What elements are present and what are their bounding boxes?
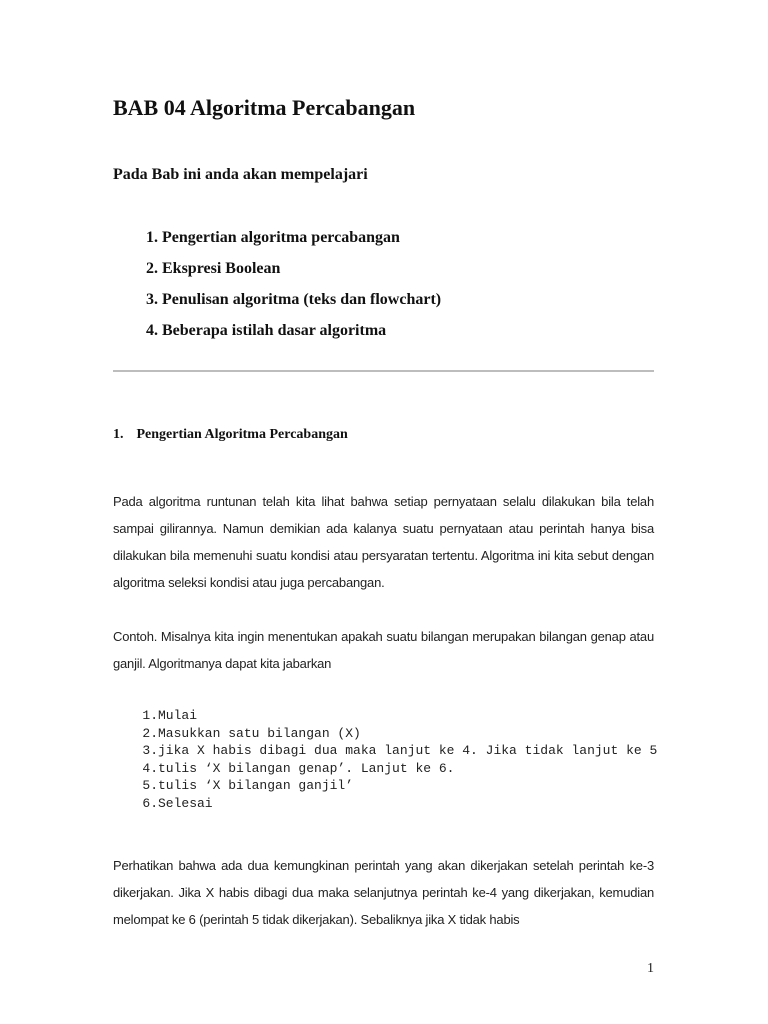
paragraph-intro: Pada algoritma runtunan telah kita lihat bahwa setiap pernyataan selalu dilakukan bila telah sampai gilirannya. Namun demikian ada kalanya suatu pernyataan atau perintah hanya bisa dilakukan bila memenuhi suatu kondisi atau persyaratan tertentu. Algoritma ini kita sebut dengan algoritma seleksi kondisi atau juga percabangan.: [113, 494, 654, 590]
step-number: 6.: [142, 795, 158, 811]
chapter-title: BAB 04 Algoritma Percabangan: [113, 95, 416, 120]
list-item: [113, 288, 673, 319]
list-item: [113, 707, 658, 725]
list-item-number: 2.: [146, 260, 158, 277]
page-number: 1: [647, 961, 654, 976]
list-item-text: Beberapa istilah dasar algoritma: [162, 322, 387, 339]
section-divider: [113, 370, 654, 372]
step-text: jika X habis dibagi dua maka lanjut ke 4. Jika tidak lanjut ke 5: [158, 743, 658, 758]
step-text: tulis ‘X bilangan ganjil’: [158, 778, 354, 793]
list-item-text: Penulisan algoritma (teks dan flowchart): [162, 291, 442, 308]
algorithm-steps-list: [113, 707, 658, 812]
step-number: 2.: [142, 725, 158, 741]
step-number: 4.: [142, 760, 158, 776]
step-number: 3.: [142, 743, 158, 758]
chapter-intro: Pada Bab ini anda akan mempelajari: [113, 166, 368, 183]
list-item: [113, 257, 673, 288]
list-item: [113, 742, 658, 760]
list-item: [113, 725, 658, 743]
step-number: 1.: [142, 708, 158, 723]
step-text: tulis ‘X bilangan genap’. Lanjut ke 6.: [158, 760, 455, 776]
list-item-text: Ekspresi Boolean: [162, 260, 281, 277]
list-item-text: Pengertian algoritma percabangan: [162, 229, 400, 246]
section-heading: [113, 425, 348, 445]
step-text: Masukkan satu bilangan (X): [158, 725, 361, 741]
list-item: [113, 777, 658, 795]
section-title: Pengertian Algoritma Percabangan: [136, 427, 348, 442]
list-item: [113, 319, 673, 350]
section-number: 1.: [113, 427, 124, 442]
step-text: Mulai: [158, 708, 198, 723]
list-item-number: 1.: [146, 229, 158, 246]
list-item: [113, 760, 658, 778]
list-item-number: 3.: [146, 291, 158, 308]
step-number: 5.: [142, 778, 158, 793]
list-item: [113, 226, 673, 257]
list-item-number: 4.: [146, 322, 158, 339]
learning-objectives-list: [113, 226, 673, 350]
paragraph-explanation: Perhatikan bahwa ada dua kemungkinan perintah yang akan dikerjakan setelah perintah ke-3 dikerjakan. Jika X habis dibagi dua maka selanjutnya perintah ke-4 yang dikerjakan, kemudian melompat ke 6 (perintah 5 tidak dikerjakan). Sebaliknya jika X tidak habis: [113, 858, 654, 927]
step-text: Selesai: [158, 795, 213, 811]
list-item: [113, 795, 658, 813]
paragraph-example: Contoh. Misalnya kita ingin menentukan apakah suatu bilangan merupakan bilangan genap atau ganjil. Algoritmanya dapat kita jabarkan: [113, 629, 654, 671]
